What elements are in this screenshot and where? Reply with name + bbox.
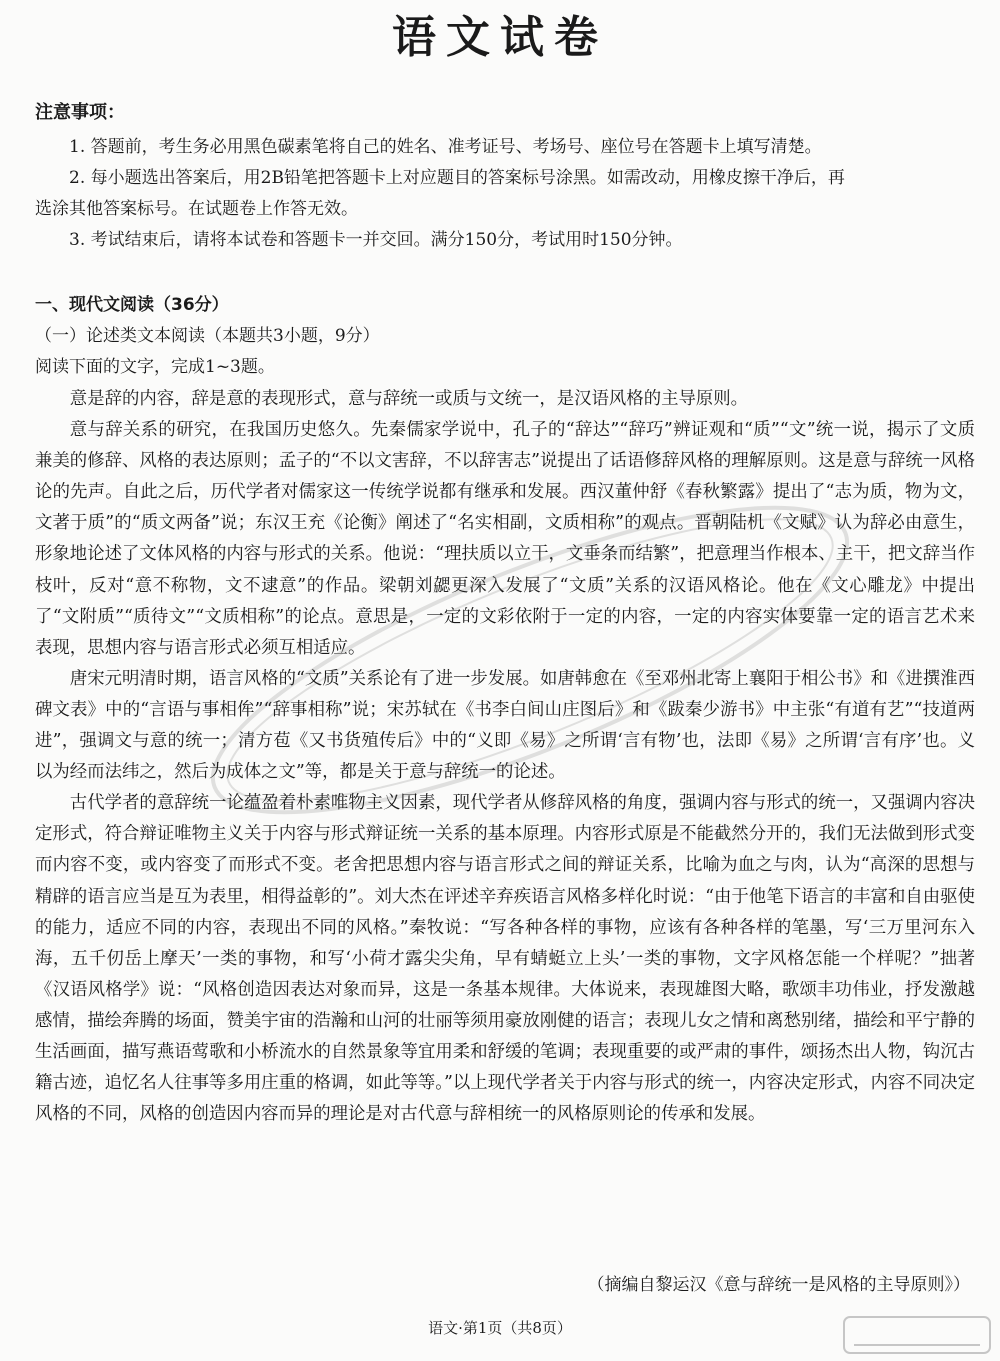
- notice-item-1: 1. 答题前，考生务必用黑色碳素笔将自己的姓名、准考证号、考场号、座位号在答题卡上填写清楚。: [69, 137, 822, 157]
- reading-passage: [35, 384, 975, 1130]
- section-header: [35, 290, 975, 383]
- section-heading: 一、现代文阅读（36分）: [35, 295, 229, 315]
- passage-paragraph-4: 古代学者的意辞统一论蕴盈着朴素唯物主义因素，现代学者从修辞风格的角度，强调内容与形式的统一，又强调内容决定形式，符合辩证唯物主义关于内容与形式辩证统一关系的基本原理。内容形式原是不能截然分开的，我们无法做到形式变而内容不变，或内容变了而形式不变。老舍把思想内容与语言形式之间的辩证关系，比喻为血之与肉，认为“高深的思想与精辟的语言应当是互为表里，相得益彰的”。刘大杰在评述辛弃疾语言风格多样化时说：“由于他笔下语言的丰富和自由驱使的能力，适应不同的内容，表现出不同的风格。”秦牧说：“写各种各样的事物，应该有各种各样的笔墨，写‘三万里河东入海，五千仞岳上摩天’一类的事物，和写‘小荷才露尖尖角，早有蜻蜓立上头’一类的事物，文字风格怎能一个样呢？”拙著《汉语风格学》说：“风格创造因表达对象而异，这是一条基本规律。大体说来，表现雄图大略，歌颂丰功伟业，抒发激越感情，描绘奔腾的场面，赞美宇宙的浩瀚和山河的壮丽等须用豪放刚健的语言；表现儿女之情和离愁别绪，描绘和平宁静的生活画面，描写燕语莺歌和小桥流水的自然景象等宜用柔和舒缓的笔调；表现重要的或严肃的事件，颂扬杰出人物，钩沉古籍古迹，追忆名人往事等多用庄重的格调，如此等等。”以上现代学者关于内容与形式的统一，内容决定形式，内容不同决定风格的不同，风格的创造因内容而异的理论是对古代意与辞相统一的风格原则论的传承和发展。: [35, 793, 975, 1125]
- reading-instruction: 阅读下面的文字，完成1~3题。: [35, 357, 275, 377]
- notice-item-2-continued: 选涂其他答案标号。在试题卷上作答无效。: [35, 199, 358, 219]
- notice-list: [35, 132, 975, 256]
- notice-heading: 注意事项：: [35, 102, 125, 123]
- notice-item-3: 3. 考试结束后，请将本试卷和答题卡一并交回。满分150分，考试用时150分钟。: [69, 230, 683, 250]
- corner-logo: [842, 1315, 992, 1355]
- notice-item-2: 2. 每小题选出答案后，用2B铅笔把答题卡上对应题目的答案标号涂黑。如需改动，用橡皮擦干净后，再: [69, 168, 845, 188]
- passage-paragraph-1: 意是辞的内容，辞是意的表现形式，意与辞统一或质与文统一，是汉语风格的主导原则。: [69, 389, 749, 409]
- passage-paragraph-3: 唐宋元明清时期，语言风格的“文质”关系论有了进一步发展。如唐韩愈在《至邓州北寄上襄阳于相公书》和《进撰淮西碑文表》中的“言语与事相侔”“辞事相称”说；宋苏轼在《书李白间山庄图后》和《跋秦少游书》中主张“有道有艺”“技道两进”，强调文与意的统一；清方苞《又书货殖传后》中的“义即《易》之所谓‘言有物’也，法即《易》之所谓‘言有序’也。义以为经而法纬之，然后为成体之文”等，都是关于意与辞统一的论述。: [35, 668, 975, 783]
- passage-paragraph-2: 意与辞关系的研究，在我国历史悠久。先秦儒家学说中，孔子的“辞达”“辞巧”辨证观和“质”“文”统一说，揭示了文质兼美的修辞、风格的表达原则；孟子的“不以文害辞，不以辞害志”说提出了话语修辞风格的理解原则。这是意与辞统一风格论的先声。自此之后，历代学者对儒家这一传统学说都有继承和发展。西汉董仲舒《春秋繁露》提出了“志为质，物为文，文著于质”的“质文两备”说；东汉王充《论衡》阐述了“名实相副，文质相称”的观点。晋朝陆机《文赋》认为辞必由意生，形象地论述了文体风格的内容与形式的关系。他说：“理扶质以立干，文垂条而结繁”，把意理当作根本、主干，把文辞当作枝叶，反对“意不称物，文不逮意”的作品。梁朝刘勰更深入发展了“文质”关系的汉语风格论。他在《文心雕龙》中提出了“文附质”“质待文”“文质相称”的论点。意思是，一定的文彩依附于一定的内容，一定的内容实体要靠一定的语言艺术来表现，思想内容与语言形式必须互相适应。: [35, 420, 975, 658]
- subsection-heading: （一）论述类文本阅读（本题共3小题，9分）: [35, 326, 380, 346]
- page-title: 语文试卷: [392, 12, 608, 63]
- passage-source: （摘编自黎运汉《意与辞统一是风格的主导原则》）: [587, 1275, 970, 1295]
- page-footer: 语文·第1页（共8页）: [428, 1319, 572, 1337]
